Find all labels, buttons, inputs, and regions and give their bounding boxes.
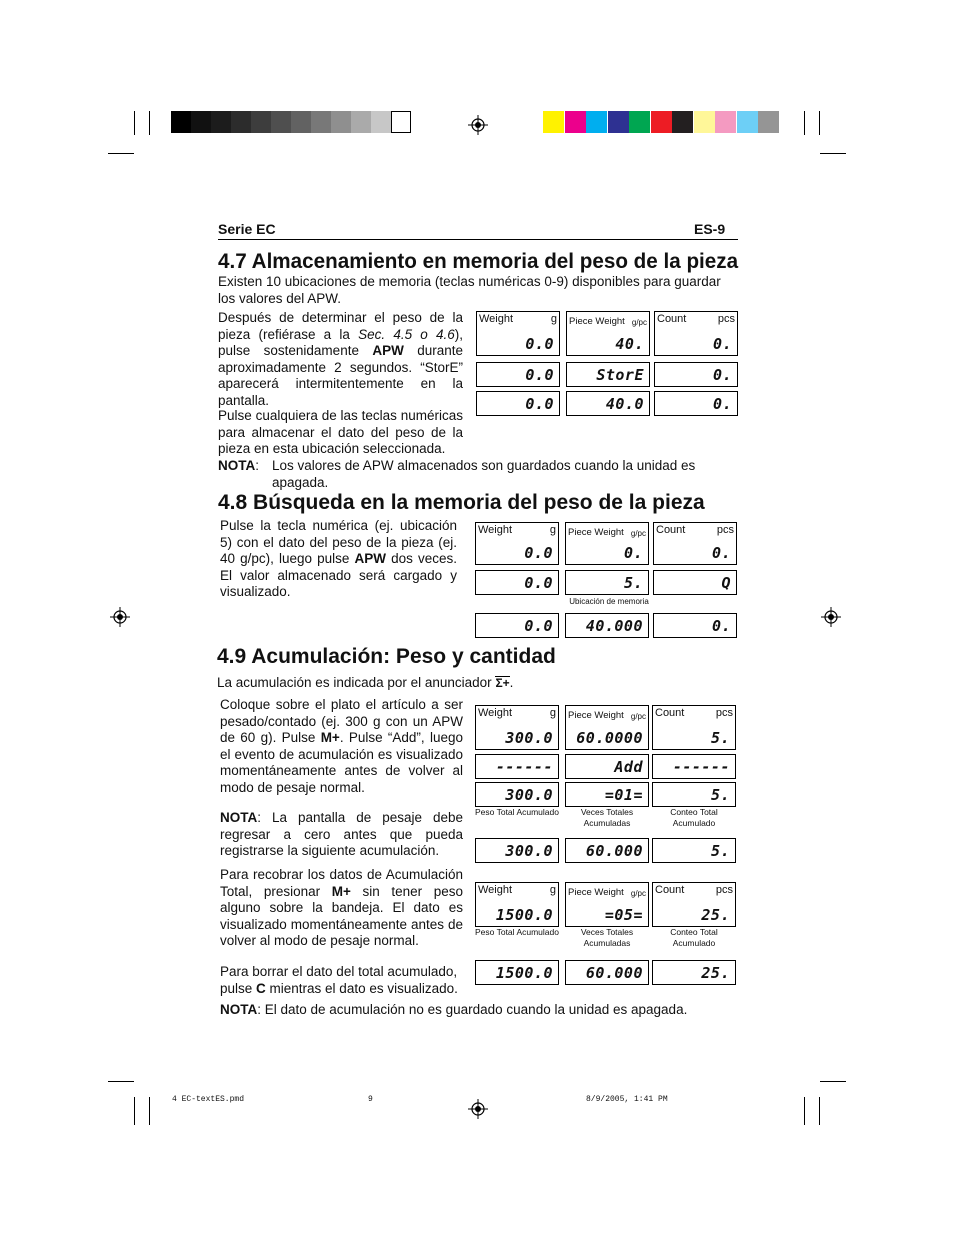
display-value: Q <box>721 574 731 592</box>
display-value: 5. <box>710 729 730 747</box>
series-name: Serie EC <box>218 221 276 237</box>
crop-mark <box>149 111 150 135</box>
display-value: 0.0 <box>525 335 554 353</box>
display-value-box <box>654 391 738 416</box>
display-value: 60.000 <box>585 964 643 982</box>
display-unit-pcs: pcs <box>716 524 734 536</box>
display-value-box <box>476 391 560 416</box>
display-value: 0. <box>711 544 731 562</box>
crop-mark <box>820 1081 846 1082</box>
crop-mark <box>804 111 805 135</box>
s49-note-2: NOTA: El dato de acumulación no es guardado cuando la unidad es apagada. <box>220 1002 688 1017</box>
display-value-box <box>475 613 559 638</box>
display-value-box <box>475 570 559 595</box>
display-value-box <box>565 613 649 638</box>
memory-location-caption: Ubicación de memoria <box>569 597 649 606</box>
display-value-box <box>475 725 559 750</box>
gray-swatch <box>291 111 311 133</box>
display-value-box <box>476 331 560 356</box>
page-number: ES-9 <box>694 221 726 237</box>
display-value: 0.0 <box>524 617 553 635</box>
display-value-box <box>565 540 649 565</box>
display-header-box <box>652 705 736 725</box>
display-value: 300.0 <box>505 842 553 860</box>
color-swatch <box>737 111 758 133</box>
display-unit-pcs: pcs <box>715 707 733 719</box>
display-unit-g: g <box>549 524 556 536</box>
display-value-box <box>565 782 649 807</box>
color-swatch <box>586 111 607 133</box>
gray-swatch <box>251 111 271 133</box>
display-value-box <box>652 902 736 927</box>
display-value: =01= <box>604 786 643 804</box>
color-swatch <box>758 111 779 133</box>
registration-mark-icon <box>821 607 841 627</box>
gray-swatch <box>331 111 351 133</box>
gray-swatch <box>311 111 331 133</box>
s47-paragraph-1: Después de determinar el peso de la pieza (refiérase a la Sec. 4.5 o 4.6), pulse sostenidamente APW durante aproximadamente 2 segundos. “StorE” aparecerá intermitentemente en la pantalla. <box>218 310 464 408</box>
display-label-count: Count <box>656 524 686 536</box>
crop-mark <box>819 1097 820 1125</box>
display-value: 1500.0 <box>495 906 553 924</box>
display-value: 40.0 <box>605 395 644 413</box>
s47-paragraph-2: Pulse cualquiera de las teclas numéricas para almacenar el dato del peso de la pieza en esta ubicación seleccionada. <box>218 408 463 456</box>
display-value-box <box>565 902 649 927</box>
display-value: 0. <box>712 395 732 413</box>
display-unit-gpc: g/pc <box>631 318 647 327</box>
display-label-count: Count <box>655 884 685 896</box>
color-swatch <box>629 111 650 133</box>
s47-note-text: Los valores de APW almacenados son guardados cuando la unidad es apagada. <box>272 458 696 490</box>
display-header-box <box>565 522 649 540</box>
display-value-box <box>476 362 560 387</box>
gray-swatch <box>191 111 211 133</box>
section-title-4-8: 4.8 Búsqueda en la memoria del peso de la pieza <box>218 491 705 514</box>
display-label-count: Count <box>657 313 687 325</box>
s48-paragraph: Pulse la tecla numérica (ej. ubicación 5) con el dato del peso de la pieza (ej. 40 g/pc), luego pulse APW dos veces. El valor almacenado será cargado y visualizado. <box>220 518 457 599</box>
display-unit-gpc: g/pc <box>630 712 646 721</box>
display-header-box <box>476 311 560 331</box>
s49-note-1: NOTA: La pantalla de pesaje debe regresar a cero antes que pueda registrarse la siguiente acumulación. <box>220 810 463 858</box>
display-unit-g: g <box>549 707 556 719</box>
display-unit-pcs: pcs <box>715 884 733 896</box>
footer-date: 8/9/2005, 1:41 PM <box>586 1095 668 1104</box>
display-label-weight: Weight <box>479 313 514 325</box>
display-value-box <box>566 362 650 387</box>
display-value-box <box>652 960 736 985</box>
display-unit-g: g <box>550 313 557 325</box>
display-header-box <box>475 522 559 540</box>
display-label-weight: Weight <box>478 524 513 536</box>
color-swatch <box>565 111 586 133</box>
display-value-box <box>653 613 737 638</box>
crop-mark <box>820 153 846 154</box>
display-value-box <box>565 570 649 595</box>
display-value: ------ <box>672 758 730 776</box>
gray-swatch <box>271 111 291 133</box>
color-swatch <box>543 111 564 133</box>
display-caption: Conteo Total Acumulado <box>670 807 718 828</box>
display-caption: Conteo Total Acumulado <box>670 927 718 948</box>
crop-mark <box>134 111 135 135</box>
gray-swatch <box>371 111 391 133</box>
footer-file: 4 EC-textES.pmd <box>172 1095 245 1104</box>
display-value-box <box>475 540 559 565</box>
display-value-box <box>654 331 738 356</box>
display-value-box <box>475 902 559 927</box>
display-label-pw: Piece Weight <box>568 710 624 721</box>
display-value-box <box>565 754 649 779</box>
display-header-box <box>653 522 737 540</box>
display-value-box <box>566 391 650 416</box>
display-value: 0. <box>711 617 731 635</box>
display-caption: Veces Totales Acumuladas <box>580 927 634 948</box>
display-value: 1500.0 <box>495 964 553 982</box>
display-value: 0. <box>712 335 732 353</box>
display-header-box <box>565 705 649 725</box>
display-value-box <box>652 754 736 779</box>
display-label-weight: Weight <box>478 707 513 719</box>
display-value: 300.0 <box>505 786 553 804</box>
registration-mark-icon <box>110 607 130 627</box>
display-value: 0. <box>712 366 732 384</box>
display-value: ------ <box>495 758 553 776</box>
display-value: 0.0 <box>525 366 554 384</box>
display-value: 0.0 <box>524 574 553 592</box>
gray-swatch <box>351 111 371 133</box>
display-unit-pcs: pcs <box>717 313 735 325</box>
display-value: StorE <box>596 366 644 384</box>
display-caption: Peso Total Acumulado <box>475 927 559 937</box>
display-value: 40. <box>615 335 644 353</box>
color-swatch <box>715 111 736 133</box>
color-swatch <box>651 111 672 133</box>
s49-intro: La acumulación es indicada por el anunciador Σ+. <box>217 675 514 690</box>
display-caption: Peso Total Acumulado <box>475 807 559 817</box>
gray-swatch <box>171 111 191 133</box>
display-unit-g: g <box>549 884 556 896</box>
display-unit-gpc: g/pc <box>630 889 646 898</box>
crop-mark <box>108 153 134 154</box>
display-label-weight: Weight <box>478 884 513 896</box>
registration-mark-icon <box>468 115 488 135</box>
display-unit-gpc: g/pc <box>630 529 646 538</box>
display-value-box <box>475 782 559 807</box>
crop-mark <box>819 111 820 135</box>
display-value: 60.0000 <box>576 729 643 747</box>
gray-swatch <box>211 111 231 133</box>
display-header-box <box>566 311 650 331</box>
display-value-box <box>475 838 559 863</box>
s47-note-label: NOTA: <box>218 458 260 473</box>
registration-mark-icon <box>468 1099 488 1119</box>
gray-swatch <box>231 111 251 133</box>
color-swatch <box>672 111 693 133</box>
display-value-box <box>565 960 649 985</box>
s47-intro: Existen 10 ubicaciones de memoria (teclas numéricas 0-9) disponibles para guardar los valores del APW. <box>218 274 721 306</box>
display-value: 300.0 <box>505 729 553 747</box>
accumulation-annunciator-icon: Σ+ <box>495 676 510 690</box>
display-header-box <box>652 882 736 902</box>
display-value: 0.0 <box>525 395 554 413</box>
display-value: Add <box>614 758 643 776</box>
display-label-pw: Piece Weight <box>569 316 625 327</box>
s49-paragraph-3: Para borrar el dato del total acumulado, pulse C mientras el dato es visualizado. <box>220 964 458 996</box>
display-value: 40.000 <box>585 617 643 635</box>
crop-mark <box>804 1097 805 1125</box>
gray-swatch <box>391 111 411 133</box>
display-header-box <box>475 882 559 902</box>
display-value-box <box>566 331 650 356</box>
color-swatch <box>608 111 629 133</box>
display-header-box <box>565 882 649 902</box>
display-value-box <box>653 570 737 595</box>
display-header-box <box>475 705 559 725</box>
display-value-box <box>565 725 649 750</box>
display-value: 60.000 <box>585 842 643 860</box>
display-value-box <box>652 838 736 863</box>
display-value-box <box>652 782 736 807</box>
display-value: 25. <box>701 964 730 982</box>
display-value: =05= <box>604 906 643 924</box>
section-title-4-7: 4.7 Almacenamiento en memoria del peso de la pieza <box>218 250 739 273</box>
display-label-pw: Piece Weight <box>568 887 624 898</box>
color-swatch <box>694 111 715 133</box>
s49-paragraph-2: Para recobrar los datos de Acumulación Total, presionar M+ sin tener peso alguno sobre la bandeja. El dato es visualizado momentáneamente antes de volver al modo de pesaje normal. <box>220 867 463 948</box>
display-value: 25. <box>701 906 730 924</box>
header-rule <box>218 239 738 240</box>
footer-page: 9 <box>368 1095 373 1104</box>
display-label-pw: Piece Weight <box>568 527 624 538</box>
section-title-4-9: 4.9 Acumulación: Peso y cantidad <box>217 645 556 668</box>
display-value: 5. <box>623 574 643 592</box>
display-header-box <box>654 311 738 331</box>
display-value: 5. <box>710 786 730 804</box>
display-value-box <box>653 540 737 565</box>
display-value-box <box>652 725 736 750</box>
display-caption: Veces Totales Acumuladas <box>580 807 634 828</box>
display-value-box <box>475 754 559 779</box>
display-value: 5. <box>710 842 730 860</box>
display-value: 0.0 <box>524 544 553 562</box>
crop-mark <box>134 1097 135 1125</box>
crop-mark <box>149 1097 150 1125</box>
display-value-box <box>475 960 559 985</box>
display-value-box <box>565 838 649 863</box>
display-value-box <box>654 362 738 387</box>
display-label-count: Count <box>655 707 685 719</box>
display-value: 0. <box>623 544 643 562</box>
s49-paragraph-1: Coloque sobre el plato el artículo a ser pesado/contado (ej. 300 g con un APW de 60 g). Pulse M+. Pulse “Add”, luego el evento de acumulación es visualizado momentáneamente antes de volver al modo de pesaje normal. <box>220 697 463 795</box>
crop-mark <box>108 1081 134 1082</box>
